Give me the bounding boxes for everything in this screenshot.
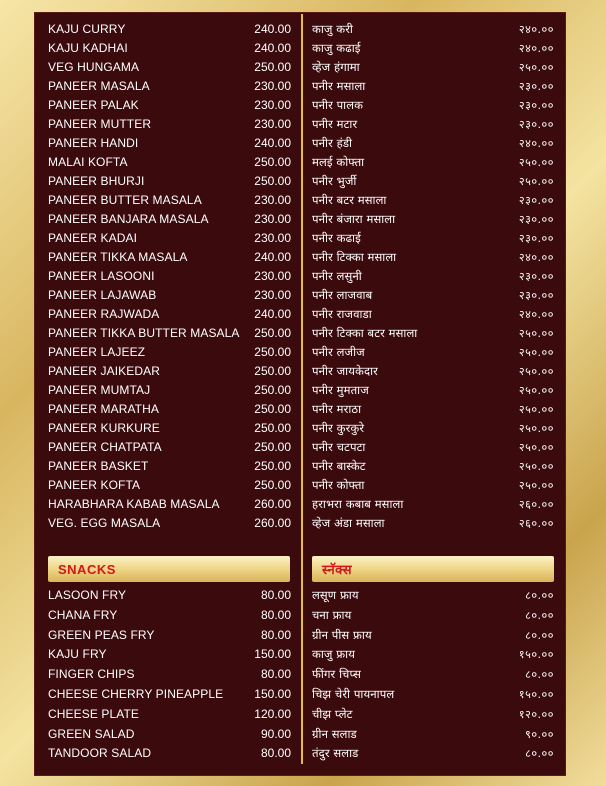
menu-item-price: 250.00 bbox=[254, 402, 291, 416]
menu-item-row bbox=[48, 20, 291, 39]
menu-item-name: व्हेज हंगामा bbox=[312, 60, 360, 74]
menu-item-price: 150.00 bbox=[254, 686, 291, 701]
menu-item-price: २५०.०० bbox=[518, 175, 554, 188]
menu-item-name: KAJU FRY bbox=[48, 647, 107, 662]
menu-item-name: PANEER MUMTAJ bbox=[48, 383, 151, 397]
menu-item-row bbox=[48, 645, 291, 665]
menu-item-name: पनीर बंजारा मसाला bbox=[312, 212, 396, 226]
menu-item-price: 230.00 bbox=[254, 288, 291, 302]
menu-item-price: 240.00 bbox=[254, 250, 291, 264]
menu-item-name: PANEER RAJWADA bbox=[48, 307, 160, 321]
menu-item-row bbox=[48, 267, 291, 286]
menu-item-row bbox=[312, 248, 554, 267]
menu-item-name: व्हेज अंडा मसाला bbox=[312, 516, 385, 530]
menu-item-row bbox=[48, 457, 291, 476]
menu-item-row bbox=[312, 495, 554, 514]
menu-item-price: 230.00 bbox=[254, 117, 291, 131]
menu-item-row bbox=[312, 267, 554, 286]
menu-item-row bbox=[312, 685, 554, 705]
menu-item-price: 240.00 bbox=[254, 136, 291, 150]
menu-item-row bbox=[312, 438, 554, 457]
menu-item-price: 250.00 bbox=[254, 364, 291, 378]
menu-item-price: २३०.०० bbox=[518, 99, 554, 112]
menu-item-price: 230.00 bbox=[254, 193, 291, 207]
menu-item-price: २५०.०० bbox=[518, 384, 554, 397]
menu-item-name: फींगर चिप्स bbox=[312, 667, 362, 682]
menu-item-name: पनीर लाजवाब bbox=[312, 288, 373, 302]
menu-item-row bbox=[48, 725, 291, 745]
menu-item-row bbox=[48, 514, 291, 533]
menu-item-row bbox=[312, 20, 554, 39]
menu-item-row bbox=[48, 210, 291, 229]
menu-item-price: २४०.०० bbox=[518, 137, 554, 150]
menu-item-row bbox=[48, 606, 291, 626]
menu-item-name: PANEER BHURJI bbox=[48, 174, 145, 188]
menu-item-row bbox=[48, 438, 291, 457]
menu-item-price: 250.00 bbox=[254, 440, 291, 454]
menu-item-row bbox=[312, 172, 554, 191]
menu-item-row bbox=[312, 419, 554, 438]
menu-item-price: २४०.०० bbox=[518, 308, 554, 321]
menu-item-price: २५०.०० bbox=[518, 327, 554, 340]
menu-item-row bbox=[312, 626, 554, 646]
menu-item-name: पनीर कढाई bbox=[312, 231, 361, 245]
main-course-marathi-list bbox=[312, 20, 554, 533]
menu-item-row bbox=[48, 744, 291, 764]
menu-item-price: ८०.०० bbox=[525, 747, 554, 761]
snacks-title-english: SNACKS bbox=[58, 561, 116, 577]
menu-item-name: पनीर मराठा bbox=[312, 402, 362, 416]
menu-item-price: 90.00 bbox=[260, 726, 291, 741]
menu-item-row bbox=[312, 153, 554, 172]
menu-item-name: पनीर हंडी bbox=[312, 136, 353, 150]
menu-item-price: २५०.०० bbox=[518, 365, 554, 378]
menu-item-row bbox=[312, 381, 554, 400]
menu-item-name: पनीर मुमताज bbox=[312, 383, 369, 397]
menu-item-row bbox=[48, 343, 291, 362]
menu-item-row bbox=[312, 705, 554, 725]
menu-item-price: २५०.०० bbox=[518, 61, 554, 74]
menu-item-name: PANEER PALAK bbox=[48, 98, 139, 112]
menu-item-name: तंदुर सलाड bbox=[312, 746, 359, 761]
menu-item-name: पनीर जायकेदार bbox=[312, 364, 378, 378]
menu-item-price: 240.00 bbox=[254, 307, 291, 321]
menu-item-price: २५०.०० bbox=[518, 403, 554, 416]
menu-item-price: 80.00 bbox=[260, 746, 291, 761]
menu-item-name: PANEER BASKET bbox=[48, 459, 149, 473]
menu-item-row bbox=[312, 362, 554, 381]
menu-item-row bbox=[48, 476, 291, 495]
menu-item-name: PANEER LAJEEZ bbox=[48, 345, 146, 359]
menu-item-name: CHEESE PLATE bbox=[48, 706, 140, 721]
menu-item-row bbox=[48, 191, 291, 210]
menu-item-row bbox=[48, 626, 291, 646]
menu-item-row bbox=[48, 362, 291, 381]
menu-item-price: २३०.०० bbox=[518, 213, 554, 226]
menu-item-name: पनीर भुर्जी bbox=[312, 174, 357, 188]
menu-item-row bbox=[312, 58, 554, 77]
menu-item-row bbox=[48, 96, 291, 115]
snacks-marathi-list bbox=[312, 586, 554, 764]
menu-item-row bbox=[312, 400, 554, 419]
menu-item-price: 230.00 bbox=[254, 269, 291, 283]
menu-item-row bbox=[48, 495, 291, 514]
menu-item-name: CHEESE CHERRY PINEAPPLE bbox=[48, 686, 224, 701]
menu-item-name: PANEER KADAI bbox=[48, 231, 138, 245]
menu-item-name: GREEN PEAS FRY bbox=[48, 627, 155, 642]
menu-item-price: 250.00 bbox=[254, 345, 291, 359]
menu-item-name: पनीर मटार bbox=[312, 117, 358, 131]
menu-item-price: 80.00 bbox=[260, 667, 291, 682]
main-course-english-list bbox=[48, 20, 291, 533]
menu-item-name: पनीर मसाला bbox=[312, 79, 366, 93]
menu-item-name: MALAI KOFTA bbox=[48, 155, 128, 169]
menu-item-row bbox=[312, 606, 554, 626]
menu-item-name: FINGER CHIPS bbox=[48, 667, 135, 682]
menu-item-price: 250.00 bbox=[254, 421, 291, 435]
menu-item-name: PANEER MARATHA bbox=[48, 402, 159, 416]
menu-item-name: LASOON FRY bbox=[48, 588, 127, 602]
menu-item-name: PANEER LAJAWAB bbox=[48, 288, 157, 302]
menu-item-price: ९०.०० bbox=[525, 727, 554, 741]
menu-item-row bbox=[48, 419, 291, 438]
menu-item-name: काजु फ्राय bbox=[312, 647, 356, 662]
menu-item-name: VEG HUNGAMA bbox=[48, 60, 140, 74]
menu-item-name: PANEER TIKKA BUTTER MASALA bbox=[48, 326, 240, 340]
menu-item-row bbox=[48, 229, 291, 248]
menu-item-price: २५०.०० bbox=[518, 346, 554, 359]
menu-item-row bbox=[48, 115, 291, 134]
menu-item-name: पनीर टिक्का बटर मसाला bbox=[312, 326, 418, 340]
menu-item-name: HARABHARA KABAB MASALA bbox=[48, 497, 220, 511]
menu-item-price: 230.00 bbox=[254, 231, 291, 245]
menu-item-row bbox=[48, 685, 291, 705]
menu-item-price: २६०.०० bbox=[518, 517, 554, 530]
menu-item-row bbox=[312, 665, 554, 685]
menu-item-price: 250.00 bbox=[254, 60, 291, 74]
menu-item-name: पनीर पालक bbox=[312, 98, 364, 112]
menu-item-price: २५०.०० bbox=[518, 422, 554, 435]
menu-item-row bbox=[312, 457, 554, 476]
menu-item-name: KAJU KADHAI bbox=[48, 41, 128, 55]
menu-item-row bbox=[312, 476, 554, 495]
menu-item-row bbox=[312, 210, 554, 229]
menu-item-price: 260.00 bbox=[254, 497, 291, 511]
menu-item-name: KAJU CURRY bbox=[48, 22, 126, 36]
menu-item-name: पनीर टिक्का मसाला bbox=[312, 250, 397, 264]
menu-item-price: 250.00 bbox=[254, 155, 291, 169]
menu-item-row bbox=[312, 77, 554, 96]
menu-item-name: PANEER TIKKA MASALA bbox=[48, 250, 188, 264]
menu-item-price: 250.00 bbox=[254, 326, 291, 340]
menu-item-row bbox=[312, 586, 554, 606]
menu-item-price: १५०.०० bbox=[518, 648, 554, 662]
menu-item-name: पनीर लसुनी bbox=[312, 269, 362, 283]
menu-item-name: पनीर बटर मसाला bbox=[312, 193, 387, 207]
menu-item-price: 230.00 bbox=[254, 98, 291, 112]
menu-item-name: PANEER JAIKEDAR bbox=[48, 364, 160, 378]
snacks-heading-english bbox=[48, 556, 290, 582]
menu-item-price: १२०.०० bbox=[518, 707, 554, 721]
menu-item-row bbox=[312, 191, 554, 210]
menu-item-price: 260.00 bbox=[254, 516, 291, 530]
menu-item-name: काजु करी bbox=[312, 22, 354, 36]
menu-item-row bbox=[48, 665, 291, 685]
menu-item-name: पनीर चटपटा bbox=[312, 440, 366, 454]
menu-item-row bbox=[312, 343, 554, 362]
menu-item-price: 250.00 bbox=[254, 383, 291, 397]
menu-item-row bbox=[48, 134, 291, 153]
snacks-title-marathi: स्नॅक्स bbox=[322, 563, 352, 578]
menu-item-name: मलई कोफ्ता bbox=[312, 155, 365, 169]
menu-item-row bbox=[48, 705, 291, 725]
snacks-heading-marathi bbox=[312, 556, 554, 582]
menu-item-name: PANEER HANDI bbox=[48, 136, 139, 150]
menu-item-price: २३०.०० bbox=[518, 118, 554, 131]
menu-item-row bbox=[312, 514, 554, 533]
menu-item-price: २५०.०० bbox=[518, 460, 554, 473]
menu-item-row bbox=[48, 324, 291, 343]
menu-item-price: २३०.०० bbox=[518, 232, 554, 245]
menu-item-price: ८०.०० bbox=[525, 608, 554, 622]
menu-item-name: TANDOOR SALAD bbox=[48, 746, 152, 761]
menu-item-name: पनीर बास्केट bbox=[312, 459, 366, 473]
menu-item-name: PANEER LASOONI bbox=[48, 269, 155, 283]
menu-item-price: २३०.०० bbox=[518, 270, 554, 283]
menu-item-row bbox=[312, 229, 554, 248]
menu-item-name: लसूण फ्राय bbox=[312, 588, 359, 602]
menu-item-name: PANEER CHATPATA bbox=[48, 440, 162, 454]
menu-item-name: पनीर कुरकुरे bbox=[312, 421, 365, 435]
menu-item-name: पनीर कोफ्ता bbox=[312, 478, 365, 492]
menu-item-row bbox=[312, 744, 554, 764]
menu-item-price: 230.00 bbox=[254, 79, 291, 93]
menu-item-name: ग्रीन सलाड bbox=[312, 726, 357, 741]
menu-item-row bbox=[312, 115, 554, 134]
menu-item-price: 80.00 bbox=[260, 588, 291, 602]
menu-item-name: चना फ्राय bbox=[312, 607, 352, 622]
menu-item-price: 240.00 bbox=[254, 41, 291, 55]
menu-item-price: 120.00 bbox=[254, 706, 291, 721]
menu-item-name: PANEER BUTTER MASALA bbox=[48, 193, 202, 207]
menu-item-price: २५०.०० bbox=[518, 441, 554, 454]
menu-item-name: GREEN SALAD bbox=[48, 726, 135, 741]
menu-item-name: पनीर लजीज bbox=[312, 345, 365, 359]
menu-item-row bbox=[48, 58, 291, 77]
menu-item-row bbox=[48, 153, 291, 172]
menu-item-row bbox=[48, 77, 291, 96]
menu-item-name: चीझ प्लेट bbox=[312, 706, 353, 721]
menu-item-row bbox=[312, 725, 554, 745]
menu-item-price: ८०.०० bbox=[525, 668, 554, 682]
menu-item-row bbox=[48, 39, 291, 58]
menu-item-price: २६०.०० bbox=[518, 498, 554, 511]
menu-item-price: १५०.०० bbox=[518, 687, 554, 701]
menu-item-name: ग्रीन पीस फ्राय bbox=[312, 627, 372, 642]
menu-item-price: 80.00 bbox=[260, 627, 291, 642]
menu-item-price: 150.00 bbox=[254, 647, 291, 662]
menu-item-name: हराभरा कबाब मसाला bbox=[312, 497, 404, 511]
menu-item-row bbox=[312, 134, 554, 153]
menu-item-price: २३०.०० bbox=[518, 289, 554, 302]
menu-item-price: 250.00 bbox=[254, 459, 291, 473]
menu-item-name: PANEER KURKURE bbox=[48, 421, 160, 435]
menu-item-price: 250.00 bbox=[254, 478, 291, 492]
menu-item-name: चिझ चेरी पायनापल bbox=[312, 686, 395, 701]
menu-item-price: ८०.०० bbox=[525, 589, 554, 602]
menu-item-row bbox=[312, 645, 554, 665]
menu-item-name: CHANA FRY bbox=[48, 607, 118, 622]
menu-item-price: २४०.०० bbox=[518, 23, 554, 36]
menu-item-row bbox=[312, 39, 554, 58]
menu-item-price: २३०.०० bbox=[518, 80, 554, 93]
menu-item-row bbox=[48, 286, 291, 305]
menu-item-name: PANEER KOFTA bbox=[48, 478, 141, 492]
menu-item-price: 230.00 bbox=[254, 212, 291, 226]
menu-item-row bbox=[312, 305, 554, 324]
menu-item-price: ८०.०० bbox=[525, 628, 554, 642]
menu-item-row bbox=[48, 248, 291, 267]
menu-item-row bbox=[48, 172, 291, 191]
menu-item-row bbox=[48, 400, 291, 419]
menu-item-name: काजु कढाई bbox=[312, 41, 361, 55]
menu-item-price: २५०.०० bbox=[518, 479, 554, 492]
menu-item-row bbox=[312, 324, 554, 343]
menu-item-price: २४०.०० bbox=[518, 251, 554, 264]
snacks-english-list bbox=[48, 586, 291, 764]
menu-item-price: २४०.०० bbox=[518, 42, 554, 55]
menu-item-price: २५०.०० bbox=[518, 156, 554, 169]
menu-item-price: 80.00 bbox=[260, 607, 291, 622]
menu-item-row bbox=[312, 286, 554, 305]
menu-item-row bbox=[48, 305, 291, 324]
menu-item-name: PANEER BANJARA MASALA bbox=[48, 212, 209, 226]
menu-item-name: पनीर राजवाडा bbox=[312, 307, 372, 321]
menu-item-row bbox=[48, 381, 291, 400]
menu-item-name: VEG. EGG MASALA bbox=[48, 516, 161, 530]
column-divider bbox=[301, 14, 303, 764]
menu-item-name: PANEER MASALA bbox=[48, 79, 150, 93]
menu-item-price: 240.00 bbox=[254, 22, 291, 36]
menu-item-row bbox=[48, 586, 291, 606]
menu-item-price: २३०.०० bbox=[518, 194, 554, 207]
menu-item-price: 250.00 bbox=[254, 174, 291, 188]
menu-item-name: PANEER MUTTER bbox=[48, 117, 152, 131]
menu-item-row bbox=[312, 96, 554, 115]
